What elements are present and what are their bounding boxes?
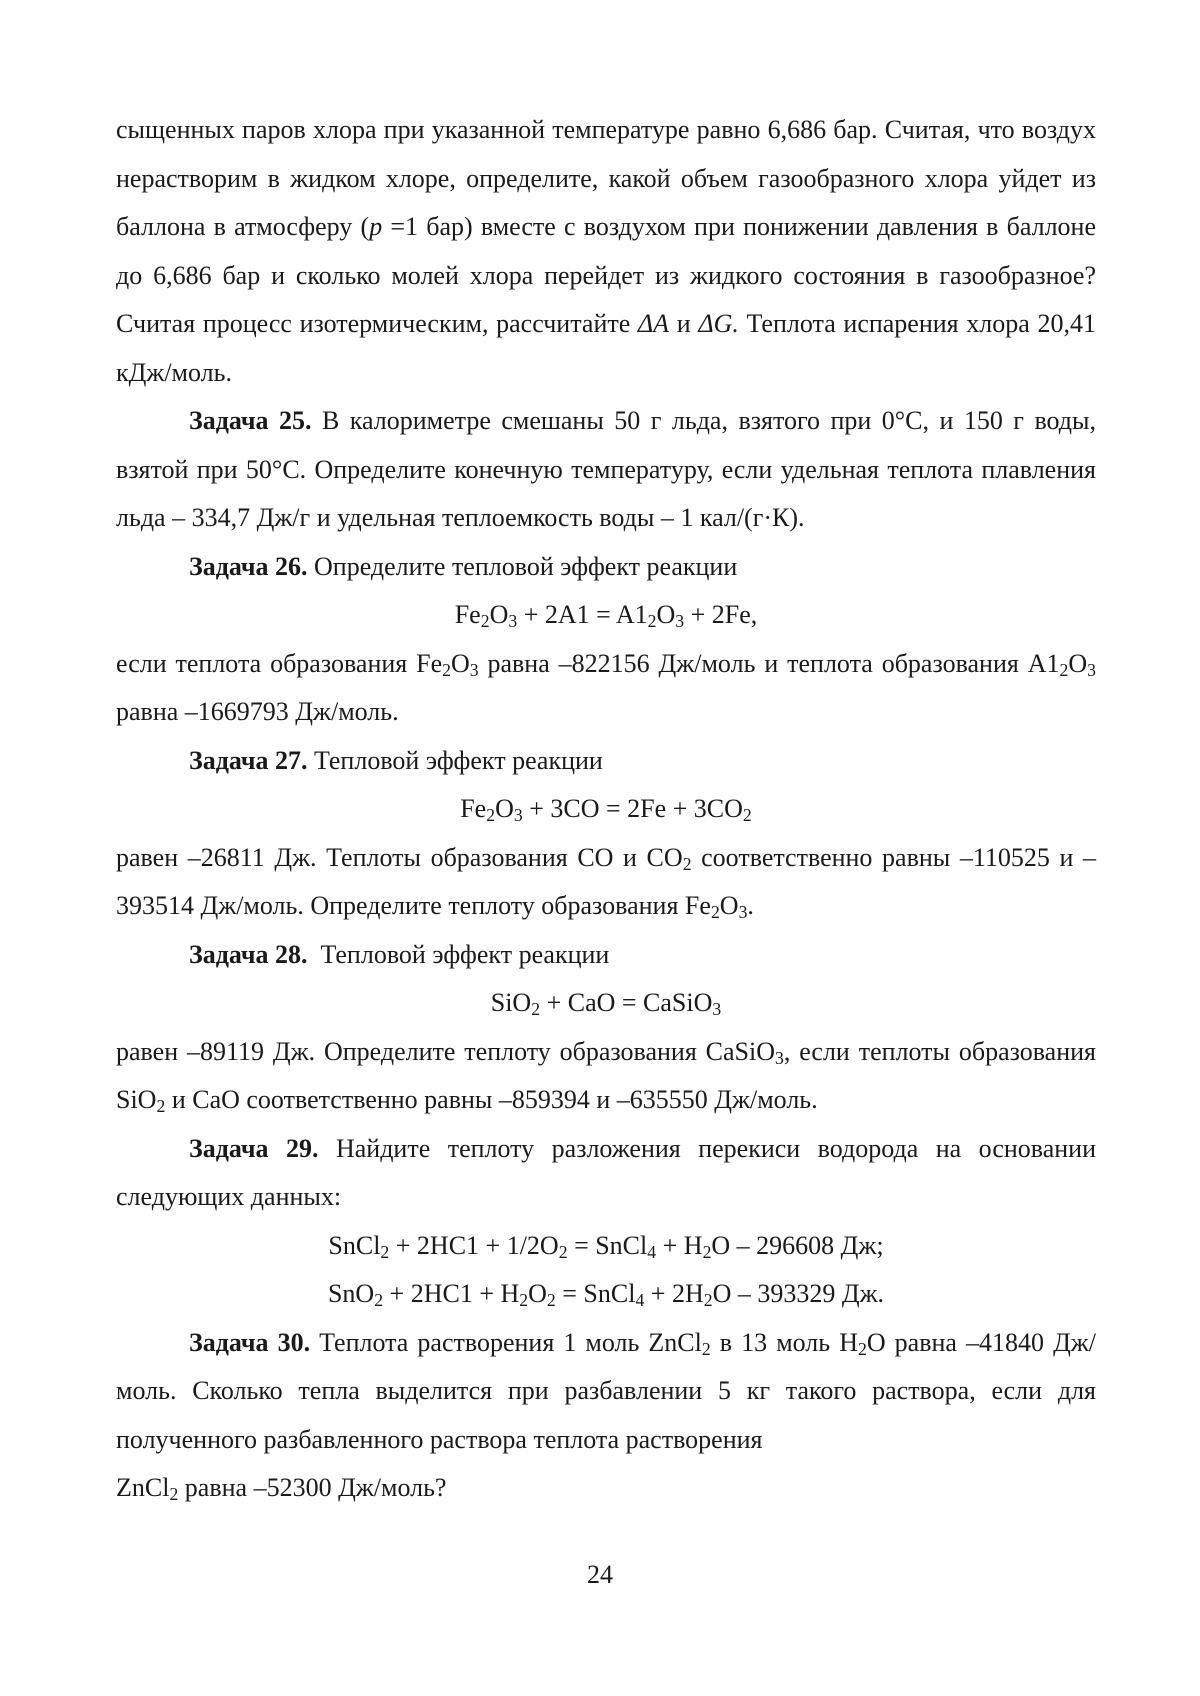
task-label: Задача 28. — [189, 939, 308, 969]
equation: $Fe_2O_3 + 3CO = 2Fe + 3CO_2$ — [460, 794, 752, 825]
task-text: В калориметре смешаны 50 г льда, взятого при 0°С, и 150 г воды, взятой при 50°С. Определите конечную температуру, если удельная теплота плавления льда – 334,7 Дж/г и удельная теплоемкость воды – 1 кал/(г·К). — [116, 406, 1096, 532]
equation: $Fe_2O_3 + 2A1 = A1_2O_3 + 2Fe$, — [454, 600, 758, 631]
task-text-continuation: равен –89119 Дж. Определите теплоту образования CaSiO$_3$, если теплоты образования SiO$_2$ и CaO соответственно равны –859394 и –635550 Дж/моль. — [116, 1036, 1097, 1116]
equation: $SnO_2 + 2HC1 + H_2O_2$ = SnCl$_4$ + $2H_2O - 393329$ Дж. — [327, 1279, 885, 1310]
page-number: 24 — [587, 1560, 613, 1589]
task-text-continuation: если теплота образования $Fe_2O_3$ равна –822156 Дж/моль и теплота образования $A1_2O_3$ равна –1669793 Дж/моль. — [116, 648, 1096, 726]
variable-p: p — [369, 212, 383, 241]
task-label: Задача 29. — [189, 1133, 319, 1163]
task-text: Тепловой эффект реакции — [307, 745, 603, 775]
task-30: Задача 30. Теплота растворения 1 моль ZnCl$_2$ в 13 моль $H_2O$ равна –41840 Дж/моль. Сколько тепла выделится при разбавлении 5 кг такого раствора, если для полученного разбавленного раствора теплота растворения — [116, 1327, 1096, 1454]
task-label: Задача 25. — [189, 406, 312, 435]
equation: SiO$_2$ + CaO = CaSiO$_3$ — [490, 988, 722, 1019]
task-text: Найдите теплоту разложения перекиси водорода на основании следующих данных: — [116, 1133, 1096, 1211]
task-text-continuation: ZnCl$_2$ равна –52300 Дж/моль? — [116, 1473, 447, 1504]
equation: SnCl$_2$ + $2HC1 + 1/2O_2$ = SnCl$_4$ + $H_2O - 296608$ Дж; — [328, 1230, 884, 1262]
variable-delta-g: ΔG. — [698, 309, 739, 338]
task-text: Определите тепловой эффект реакции — [307, 551, 738, 581]
variable-delta-a: ΔA — [637, 309, 670, 338]
task-25 — [116, 397, 1096, 543]
text: =1 бар) вместе с воздухом при понижении давления в баллоне до 6,686 бар и сколько молей хлора перейдет из жидкого состояния в газообразное? Считая процесс изотермическим, рассчитайте — [116, 212, 1097, 338]
task-29 — [116, 1125, 1096, 1222]
task-text-continuation: равен –26811 Дж. Теплоты образования CO и $CO_2$ соответственно равны –110525 и –393514 Дж/моль. Определите теплоту образования $Fe_2O_3$. — [116, 842, 1096, 922]
task-28 — [116, 931, 1096, 980]
task-label: Задача 27. — [189, 745, 308, 775]
text: и — [669, 309, 699, 338]
task-27 — [116, 737, 1096, 786]
page-content — [116, 106, 1096, 1513]
task-label: Задача 26. — [189, 551, 308, 581]
text: сыщенных паров хлора при указанной температуре равно 6,686 бар. Считая, что воздух нерастворим в жидком хлоре, определите, какой объем газообразного хлора уйдет из баллона в атмосферу ( — [116, 115, 1096, 241]
paragraph-continuation — [116, 106, 1096, 397]
task-text: Тепловой эффект реакции — [307, 939, 610, 969]
task-26 — [116, 543, 1096, 592]
task-label: Задача 30. — [189, 1327, 311, 1357]
text: Теплота испарения хлора 20,41 кДж/моль. — [116, 309, 1096, 387]
